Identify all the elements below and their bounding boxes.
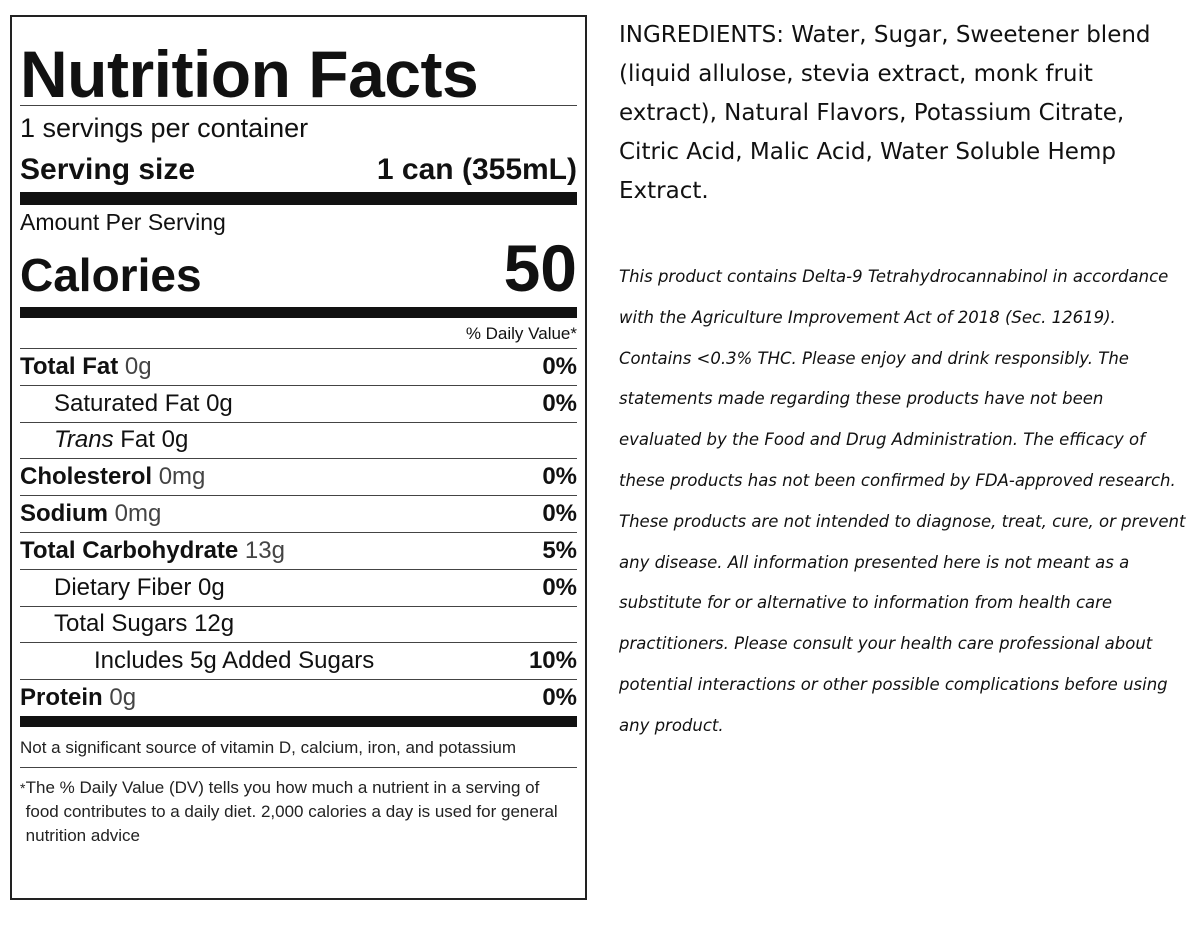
- nutrition-facts-label: [10, 15, 587, 900]
- nutrient-row-total-sugars: [20, 606, 577, 643]
- nutrient-percent: 0%: [542, 500, 577, 528]
- nutrient-row-total-carbohydrate: [20, 532, 577, 569]
- footnote-star: *: [20, 779, 26, 796]
- nutrient-row-trans-fat: [20, 422, 577, 459]
- daily-value-footnote: [20, 768, 577, 848]
- nutrient-row-added-sugars: [20, 642, 577, 679]
- nutrient-name: Saturated Fat 0g: [54, 389, 233, 417]
- nutrient-amount: 0mg: [114, 500, 162, 528]
- nutrition-facts-title: Nutrition Facts: [20, 37, 479, 111]
- daily-value-header: % Daily Value*: [465, 324, 577, 343]
- footnote-text: The % Daily Value (DV) tells you how much a nutrient in a serving of food contributes to a daily diet. 2,000 calories a day is used for general nutrition advice: [25, 777, 558, 845]
- nutrient-percent: 0%: [542, 463, 577, 491]
- nutrient-name: Total Fat: [20, 352, 119, 380]
- nutrient-name: Cholesterol: [20, 463, 153, 491]
- nutrient-name: Total Carbohydrate: [20, 536, 239, 564]
- nutrient-amount: 13g: [244, 536, 285, 564]
- nutrient-name: Fat 0g: [113, 426, 189, 454]
- serving-size-row: [20, 148, 577, 192]
- nutrient-percent: 0%: [542, 684, 577, 712]
- nutrient-name: Protein: [20, 684, 103, 712]
- servings-per-container: 1 servings per container: [20, 113, 309, 143]
- amount-per-serving: Amount Per Serving: [20, 209, 226, 235]
- nutrient-name: Total Sugars 12g: [54, 610, 235, 638]
- nutrient-row-total-fat: [20, 348, 577, 385]
- nutrient-name: Sodium: [20, 500, 108, 528]
- nutrient-row-saturated-fat: [20, 385, 577, 422]
- nutrient-name: Dietary Fiber 0g: [54, 573, 225, 601]
- legal-disclaimer: This product contains Delta-9 Tetrahydrocannabinol in accordance with the Agriculture Improvement Act of 2018 (Sec. 12619). Contains <0.3% THC. Please enjoy and drink responsibly. The statements made regarding these products have not been evaluated by the Food and Drug Administration. The efficacy of these products has not been confirmed by FDA-approved research. These products are not intended to diagnose, treat, cure, or prevent any disease. All information presented here is not meant as a substitute for or alternative to information from health care practitioners. Please consult your health care professional about potential interactions or other possible complications before using any product.: [619, 267, 1186, 735]
- thick-divider: [20, 307, 577, 318]
- nutrient-row-dietary-fiber: [20, 569, 577, 606]
- product-info: [619, 16, 1189, 747]
- nutrient-percent: 0%: [542, 573, 577, 601]
- ingredients-text: INGREDIENTS: Water, Sugar, Sweetener blend (liquid allulose, stevia extract, monk fruit extract), Natural Flavors, Potassium Citrate, Citric Acid, Malic Acid, Water Soluble Hemp Extract.: [619, 22, 1151, 204]
- nutrient-percent: 10%: [528, 647, 577, 675]
- nutrient-row-cholesterol: [20, 458, 577, 495]
- nutrient-name: Includes 5g Added Sugars: [94, 647, 375, 675]
- calories-label: Calories: [20, 249, 202, 301]
- vitamin-note: Not a significant source of vitamin D, calcium, iron, and potassium: [20, 737, 517, 757]
- calories-row: [20, 231, 577, 305]
- nutrient-amount: 0g: [109, 684, 137, 712]
- nutrient-name-italic: Trans: [54, 426, 114, 454]
- serving-size-label: Serving size: [20, 153, 196, 186]
- nutrient-percent: 5%: [542, 536, 577, 564]
- nutrient-amount: 0mg: [158, 463, 206, 491]
- nutrient-row-protein: [20, 679, 577, 716]
- nutrient-amount: 0g: [124, 352, 152, 380]
- thick-divider: [20, 716, 577, 727]
- nutrient-percent: 0%: [542, 352, 577, 380]
- nutrient-percent: 0%: [542, 389, 577, 417]
- serving-size-value: 1 can (355mL): [376, 153, 577, 186]
- nutrient-row-sodium: [20, 495, 577, 532]
- thick-divider: [20, 192, 577, 205]
- calories-value: 50: [503, 231, 577, 305]
